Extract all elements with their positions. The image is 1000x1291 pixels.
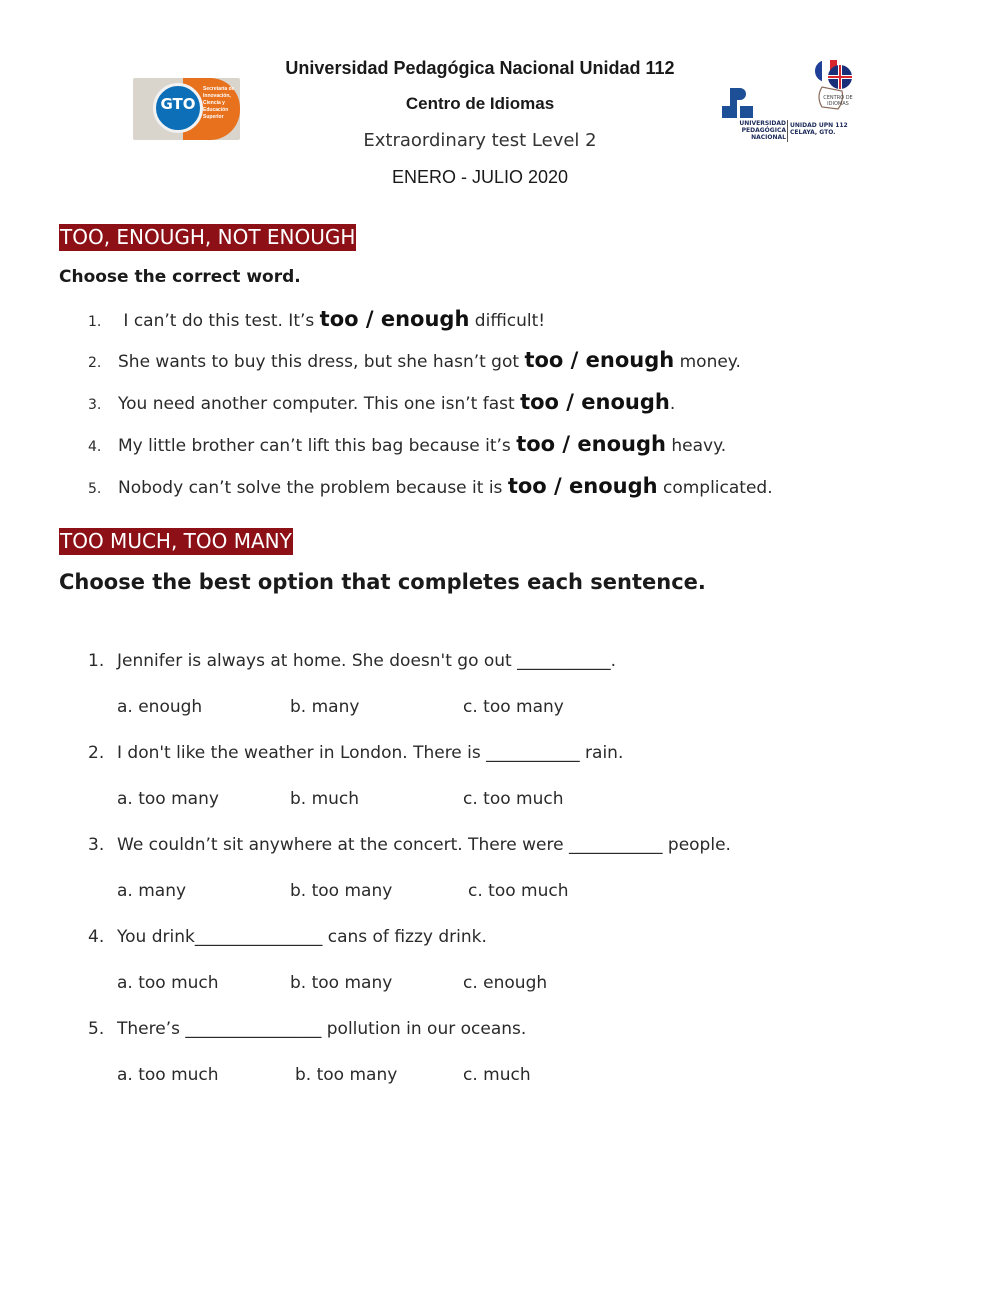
- section-title-too-enough: TOO, ENOUGH, NOT ENOUGH: [60, 225, 356, 249]
- center-name: Centro de Idiomas: [405, 94, 555, 113]
- question: 2. I don't like the weather in London. There is ___________ rain.: [88, 743, 624, 763]
- gto-logo: [133, 78, 240, 140]
- option[interactable]: b. many: [290, 697, 360, 717]
- list-item: 4. My little brother can’t lift this bag because it’s too / enough heavy.: [88, 432, 727, 456]
- question: 4. You drink_______________ cans of fizzy drink.: [88, 927, 487, 947]
- section2-instruction: Choose the best option that completes each sentence.: [59, 570, 706, 594]
- option[interactable]: c. too many: [463, 697, 564, 717]
- option[interactable]: a. too much: [117, 1065, 219, 1085]
- word-choice: too / enough: [319, 307, 470, 331]
- language-center-logo-text: CENTRO DE IDIOMAS: [823, 95, 853, 107]
- option[interactable]: a. enough: [117, 697, 203, 717]
- section1-instruction: Choose the correct word.: [59, 267, 301, 287]
- option[interactable]: c. too much: [468, 881, 569, 901]
- option[interactable]: a. too many: [117, 789, 219, 809]
- test-period: ENERO - JULIO 2020: [391, 167, 569, 187]
- gto-logo-text: Secretaría de Innovación, Ciencia y Educación Superior: [203, 86, 235, 120]
- question: 5. There’s ________________ pollution in our oceans.: [88, 1019, 527, 1039]
- question: 3. We couldn’t sit anywhere at the concert. There were ___________ people.: [88, 835, 731, 855]
- word-choice: too / enough: [507, 474, 658, 498]
- list-item: 3. You need another computer. This one isn’t fast too / enough.: [88, 390, 676, 414]
- gto-logo-mark: GTO: [160, 95, 196, 113]
- option[interactable]: c. much: [463, 1065, 531, 1085]
- test-name: Extraordinary test Level 2: [363, 130, 597, 151]
- institution-title: Universidad Pedagógica Nacional Unidad 112: [285, 58, 675, 78]
- option[interactable]: a. many: [117, 881, 187, 901]
- list-item: 1. I can’t do this test. It’s too / enough difficult!: [88, 307, 546, 331]
- word-choice: too / enough: [520, 390, 670, 414]
- option[interactable]: b. too many: [290, 881, 393, 901]
- question: 1. Jennifer is always at home. She doesn't go out ___________.: [88, 651, 617, 671]
- option[interactable]: b. too many: [290, 973, 393, 993]
- option[interactable]: b. much: [290, 789, 360, 809]
- word-choice: too / enough: [524, 348, 675, 372]
- option[interactable]: a. too much: [117, 973, 219, 993]
- word-choice: too / enough: [516, 432, 666, 456]
- upn-logo: UNIVERSIDAD PEDAGÓGICA NACIONAL UNIDAD UPN 112 CELAYA, GTO.: [722, 88, 842, 146]
- option[interactable]: c. enough: [463, 973, 548, 993]
- option[interactable]: b. too many: [295, 1065, 398, 1085]
- list-item: 2. She wants to buy this dress, but she hasn’t got too / enough money.: [88, 348, 741, 372]
- language-center-logo: [808, 57, 858, 113]
- option[interactable]: c. too much: [463, 789, 564, 809]
- list-item: 5. Nobody can’t solve the problem because it is too / enough complicated.: [88, 474, 773, 498]
- section-title-too-much-many: TOO MUCH, TOO MANY: [60, 529, 292, 553]
